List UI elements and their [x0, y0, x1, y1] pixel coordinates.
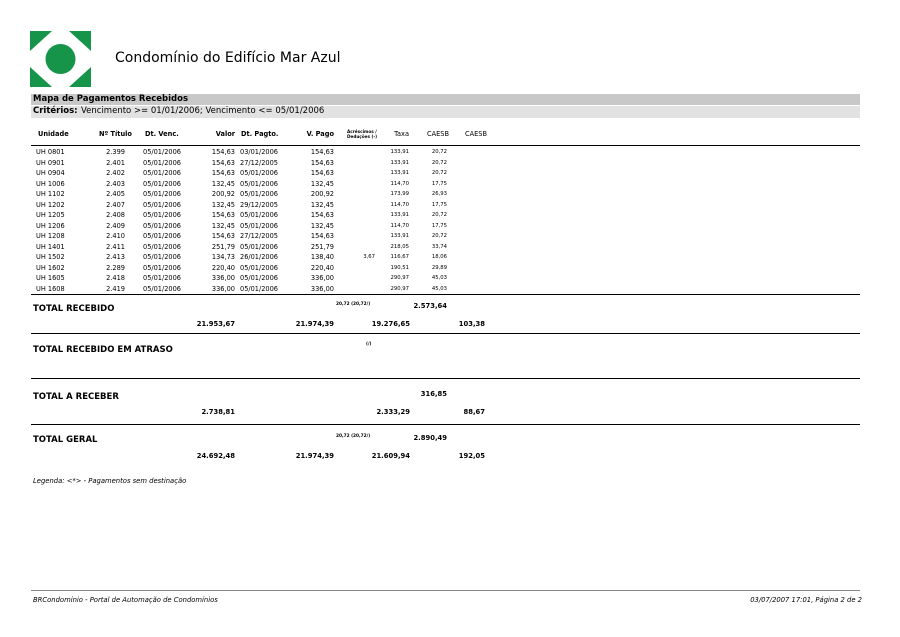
- condominio-logo: [30, 31, 91, 87]
- cell-unidade: UH 1605: [36, 274, 65, 282]
- cell-valor: 336,00: [211, 284, 235, 293]
- cell-vpago: 132,45: [310, 200, 334, 209]
- col-acrescimos: Acréscimos / Deduções (-): [347, 129, 378, 139]
- total-geral-top-value: 2.890,49: [413, 434, 447, 442]
- cell-venc: 05/01/2006: [143, 169, 182, 177]
- cell-vpago: 138,40: [310, 253, 334, 261]
- cell-pagto: 05/01/2006: [240, 221, 279, 230]
- cell-venc: 05/01/2006: [143, 221, 182, 230]
- cell-unidade: UH 1205: [36, 211, 65, 219]
- table-row: [0, 168, 900, 179]
- cell-pagto: 26/01/2006: [240, 253, 279, 261]
- cell-vpago: 336,00: [310, 274, 334, 282]
- table-row: [0, 179, 900, 190]
- cell-vpago: 251,79: [310, 242, 334, 251]
- cell-titulo: 2.408: [106, 211, 125, 219]
- cell-taxa: 218,05: [390, 243, 409, 250]
- cell-venc: 05/01/2006: [143, 242, 182, 251]
- table-row: [0, 158, 900, 169]
- cell-caesb: 17,75: [431, 222, 447, 229]
- table-row: [0, 273, 900, 284]
- cell-venc: 05/01/2006: [143, 284, 182, 293]
- cell-unidade: UH 1202: [36, 200, 65, 209]
- footer-right: 03/07/2007 17:01, Página 2 de 2: [750, 596, 862, 604]
- col-taxa: Taxa: [394, 130, 409, 138]
- cell-vpago: 154,63: [310, 232, 334, 240]
- cell-unidade: UH 1206: [36, 221, 65, 230]
- col-caesb-2: CAESB: [465, 130, 487, 138]
- cell-titulo: 2.411: [106, 242, 125, 251]
- footer-divider: [31, 590, 860, 591]
- cell-titulo: 2.410: [106, 232, 125, 240]
- total-recebido-valor: 21.953,67: [196, 320, 235, 328]
- cell-venc: 05/01/2006: [143, 148, 182, 156]
- cell-titulo: 2.289: [106, 263, 125, 272]
- table-row: [0, 200, 900, 211]
- total-receber-taxa: 2.333,29: [376, 408, 410, 416]
- cell-venc: 05/01/2006: [143, 263, 182, 272]
- total-geral-caesb: 192,05: [458, 452, 485, 460]
- cell-caesb: 26,93: [431, 191, 447, 197]
- col-valor: Valor: [215, 130, 235, 138]
- table-row: [0, 231, 900, 242]
- cell-titulo: 2.399: [106, 148, 125, 156]
- cell-caesb: 20,72: [431, 170, 447, 176]
- cell-caesb: 17,75: [431, 180, 447, 187]
- criteria-label: Critérios:: [33, 106, 78, 116]
- cell-taxa: 133,91: [390, 233, 409, 239]
- cell-valor: 154,63: [211, 232, 235, 240]
- cell-taxa: 133,91: [390, 212, 409, 218]
- total-receber-caesb: 88,67: [463, 408, 485, 416]
- cell-taxa: 133,91: [390, 170, 409, 176]
- cell-titulo: 2.401: [106, 158, 125, 167]
- cell-caesb: 20,72: [431, 159, 447, 166]
- cell-titulo: 2.419: [106, 284, 125, 293]
- cell-vpago: 220,40: [310, 263, 334, 272]
- cell-taxa: 114,70: [390, 180, 409, 187]
- cell-unidade: UH 1608: [36, 284, 65, 293]
- cell-vpago: 154,63: [310, 169, 334, 177]
- cell-pagto: 05/01/2006: [240, 169, 279, 177]
- col-caesb-1: CAESB: [427, 130, 449, 138]
- legend-text: Legenda: <*> - Pagamentos sem destinação: [33, 477, 187, 485]
- cell-taxa: 114,70: [390, 201, 409, 208]
- header-divider: [31, 145, 860, 146]
- table-row: [0, 210, 900, 221]
- cell-pagto: 05/01/2006: [240, 242, 279, 251]
- total-recebido-note: 20,72 (20,72/): [336, 302, 371, 307]
- divider-3: [31, 424, 860, 425]
- total-recebido-vpago: 21.974,39: [295, 320, 334, 328]
- total-geral-note: 20,72 (20,72/): [336, 434, 371, 439]
- total-receber-label: TOTAL A RECEBER: [33, 392, 119, 402]
- table-row: [0, 189, 900, 200]
- col-vpago: V. Pago: [306, 130, 334, 138]
- cell-caesb: 17,75: [431, 201, 447, 208]
- cell-taxa: 290,97: [390, 275, 409, 281]
- cell-pagto: 05/01/2006: [240, 211, 279, 219]
- cell-vpago: 132,45: [310, 179, 334, 188]
- cell-valor: 154,63: [211, 158, 235, 167]
- criteria-value: Vencimento >= 01/01/2006; Vencimento <= 05/01/2006: [81, 106, 325, 116]
- cell-caesb: 29,89: [431, 264, 447, 271]
- cell-titulo: 2.402: [106, 169, 125, 177]
- cell-vpago: 132,45: [310, 221, 334, 230]
- cell-pagto: 05/01/2006: [240, 179, 279, 188]
- cell-pagto: 03/01/2006: [240, 148, 279, 156]
- cell-unidade: UH 1502: [36, 253, 65, 261]
- rows-divider: [31, 294, 860, 295]
- cell-vpago: 336,00: [310, 284, 334, 293]
- report-title-band: [31, 94, 860, 105]
- divider-2: [31, 378, 860, 379]
- cell-caesb: 20,72: [431, 149, 447, 155]
- cell-valor: 154,63: [211, 169, 235, 177]
- total-atraso-note: (/): [366, 342, 372, 347]
- cell-titulo: 2.407: [106, 200, 125, 209]
- total-recebido-label: TOTAL RECEBIDO: [33, 304, 115, 314]
- cell-venc: 05/01/2006: [143, 190, 182, 198]
- col-venc: Dt. Venc.: [145, 130, 179, 138]
- col-titulo: Nº Título: [99, 130, 132, 138]
- divider-1: [31, 333, 860, 334]
- cell-titulo: 2.418: [106, 274, 125, 282]
- total-receber-top-value: 316,85: [420, 390, 447, 398]
- table-row: [0, 263, 900, 274]
- cell-taxa: 133,91: [390, 149, 409, 155]
- cell-pagto: 05/01/2006: [240, 190, 279, 198]
- cell-unidade: UH 1208: [36, 232, 65, 240]
- cell-unidade: UH 0901: [36, 158, 65, 167]
- cell-unidade: UH 1602: [36, 263, 65, 272]
- criteria-band: [31, 106, 860, 118]
- cell-unidade: UH 0801: [36, 148, 65, 156]
- total-geral-vpago: 21.974,39: [295, 452, 334, 460]
- total-geral-label: TOTAL GERAL: [33, 435, 98, 445]
- cell-unidade: UH 1401: [36, 242, 65, 251]
- cell-venc: 05/01/2006: [143, 232, 182, 240]
- cell-taxa: 290,97: [390, 285, 409, 292]
- cell-pagto: 05/01/2006: [240, 274, 279, 282]
- total-recebido-taxa: 19.276,65: [371, 320, 410, 328]
- total-recebido-caesb: 103,38: [458, 320, 485, 328]
- total-receber-valor: 2.738,81: [201, 408, 235, 416]
- cell-caesb: 20,72: [431, 233, 447, 239]
- table-row: [0, 252, 900, 263]
- cell-venc: 05/01/2006: [143, 274, 182, 282]
- cell-titulo: 2.409: [106, 221, 125, 230]
- cell-pagto: 27/12/2005: [240, 232, 279, 240]
- cell-unidade: UH 1102: [36, 190, 65, 198]
- cell-pagto: 05/01/2006: [240, 263, 279, 272]
- cell-valor: 251,79: [211, 242, 235, 251]
- cell-taxa: 114,70: [390, 222, 409, 229]
- cell-taxa: 190,51: [390, 264, 409, 271]
- cell-pagto: 29/12/2005: [240, 200, 279, 209]
- cell-caesb: 45,03: [431, 275, 447, 281]
- total-geral-valor: 24.692,48: [196, 452, 235, 460]
- cell-valor: 220,40: [211, 263, 235, 272]
- col-pagto: Dt. Pagto.: [241, 130, 279, 138]
- cell-valor: 200,92: [211, 190, 235, 198]
- cell-venc: 05/01/2006: [143, 158, 182, 167]
- cell-taxa: 116,67: [390, 254, 409, 260]
- cell-unidade: UH 1006: [36, 179, 65, 188]
- cell-valor: 134,73: [211, 253, 235, 261]
- cell-valor: 336,00: [211, 274, 235, 282]
- cell-valor: 154,63: [211, 148, 235, 156]
- cell-vpago: 154,63: [310, 148, 334, 156]
- cell-vpago: 154,63: [310, 158, 334, 167]
- table-row: [0, 221, 900, 232]
- total-atraso-label: TOTAL RECEBIDO EM ATRASO: [33, 345, 173, 355]
- col-unidade: Unidade: [38, 130, 69, 138]
- org-name: Condomínio do Edifício Mar Azul: [115, 50, 341, 66]
- cell-venc: 05/01/2006: [143, 179, 182, 188]
- cell-valor: 132,45: [211, 179, 235, 188]
- cell-venc: 05/01/2006: [143, 253, 182, 261]
- total-recebido-top-value: 2.573,64: [413, 302, 447, 310]
- table-row: [0, 147, 900, 158]
- cell-pagto: 05/01/2006: [240, 284, 279, 293]
- cell-titulo: 2.403: [106, 179, 125, 188]
- cell-vpago: 154,63: [310, 211, 334, 219]
- cell-taxa: 133,91: [390, 159, 409, 166]
- cell-unidade: UH 0904: [36, 169, 65, 177]
- cell-titulo: 2.405: [106, 190, 125, 198]
- table-row: [0, 284, 900, 295]
- cell-vpago: 200,92: [310, 190, 334, 198]
- footer-left: BRCondomínio - Portal de Automação de Condomínios: [33, 596, 218, 604]
- table-row: [0, 242, 900, 253]
- cell-titulo: 2.413: [106, 253, 125, 261]
- cell-caesb: 18,06: [431, 254, 447, 260]
- cell-taxa: 173,99: [390, 191, 409, 197]
- cell-acresc: 3,67: [363, 254, 375, 260]
- cell-caesb: 20,72: [431, 212, 447, 218]
- total-geral-taxa: 21.609,94: [371, 452, 410, 460]
- cell-caesb: 45,03: [431, 285, 447, 292]
- cell-venc: 05/01/2006: [143, 211, 182, 219]
- report-title: Mapa de Pagamentos Recebidos: [33, 94, 189, 104]
- cell-valor: 132,45: [211, 221, 235, 230]
- cell-valor: 154,63: [211, 211, 235, 219]
- cell-valor: 132,45: [211, 200, 235, 209]
- cell-pagto: 27/12/2005: [240, 158, 279, 167]
- cell-venc: 05/01/2006: [143, 200, 182, 209]
- cell-caesb: 33,74: [431, 243, 447, 250]
